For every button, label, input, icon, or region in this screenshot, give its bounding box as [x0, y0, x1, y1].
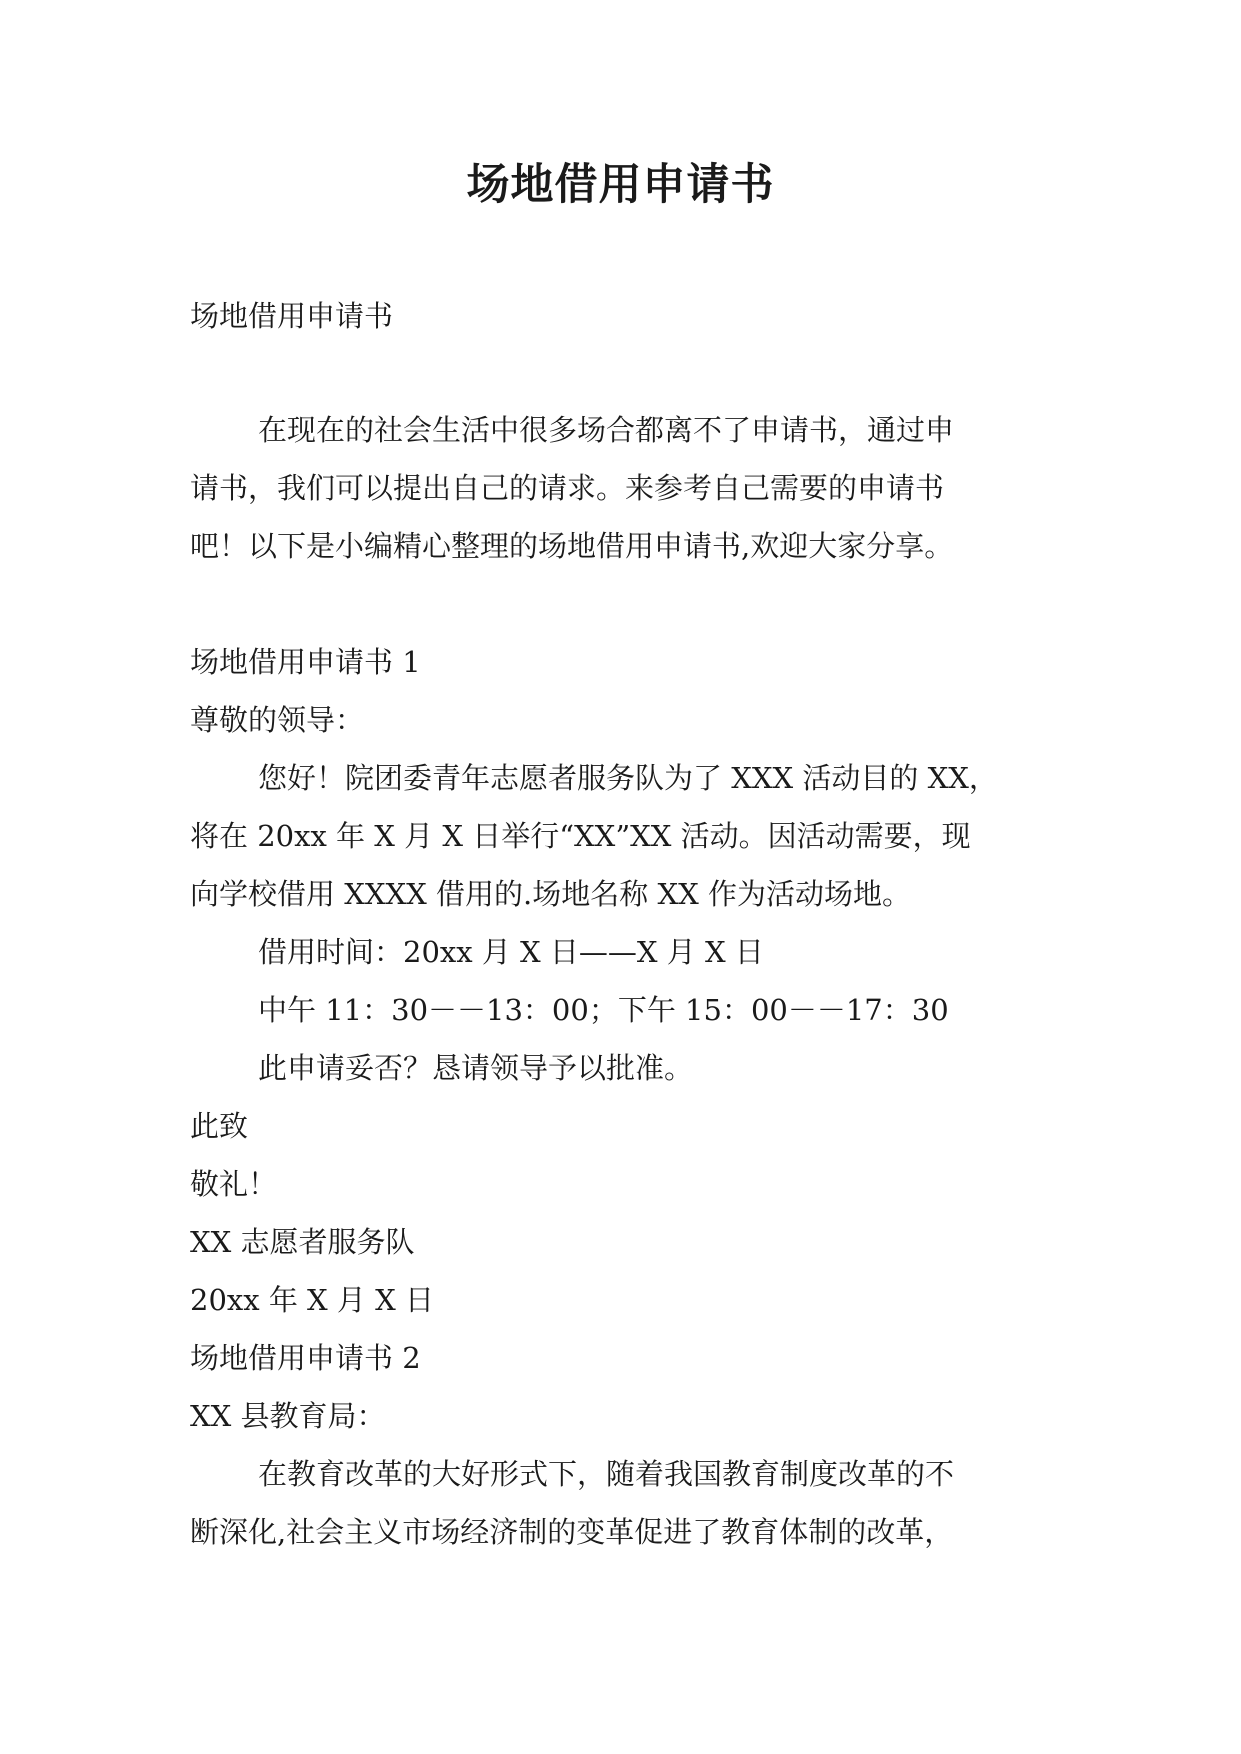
letter-1-regards: 敬礼！ [190, 1167, 278, 1201]
letter-1-body-line-3: 向学校借用 XXXX 借用的.场地名称 XX 作为活动场地。 [190, 877, 911, 911]
letter-1-salutation: 尊敬的领导： [190, 703, 365, 737]
section-heading: 场地借用申请书 [190, 299, 394, 333]
letter-2-body-line-1: 在教育改革的大好形式下，随着我国教育制度改革的不 [258, 1457, 955, 1491]
letter-1-body-line-1: 您好！院团委青年志愿者服务队为了 XXX 活动目的 XX， [258, 761, 998, 795]
letter-1-body-line-2: 将在 20xx 年 X 月 X 日举行“XX”XX 活动。因活动需要，现 [190, 819, 971, 853]
letter-1-closing: 此致 [190, 1109, 249, 1143]
intro-line-2: 请书，我们可以提出自己的请求。来参考自己需要的申请书 [190, 471, 945, 505]
page-title: 场地借用申请书 [466, 160, 775, 210]
intro-line-3: 吧！以下是小编精心整理的场地借用申请书,欢迎大家分享。 [190, 529, 954, 563]
letter-2-heading: 场地借用申请书 2 [190, 1341, 421, 1375]
letter-2-body-line-2: 断深化,社会主义市场经济制的变革促进了教育体制的改革， [190, 1515, 954, 1549]
letter-1-date: 20xx 年 X 月 X 日 [190, 1283, 434, 1317]
letter-1-borrow-time: 借用时间：20xx 月 X 日——X 月 X 日 [258, 935, 764, 969]
letter-1-time-slots: 中午 11：30－－13：00；下午 15：00－－17：30 [258, 993, 949, 1027]
letter-2-salutation: XX 县教育局： [190, 1399, 386, 1433]
intro-line-1: 在现在的社会生活中很多场合都离不了申请书，通过申 [258, 413, 955, 447]
letter-1-signature: XX 志愿者服务队 [190, 1225, 415, 1259]
letter-1-heading: 场地借用申请书 1 [190, 645, 421, 679]
letter-1-request: 此申请妥否？恳请领导予以批准。 [258, 1051, 694, 1085]
